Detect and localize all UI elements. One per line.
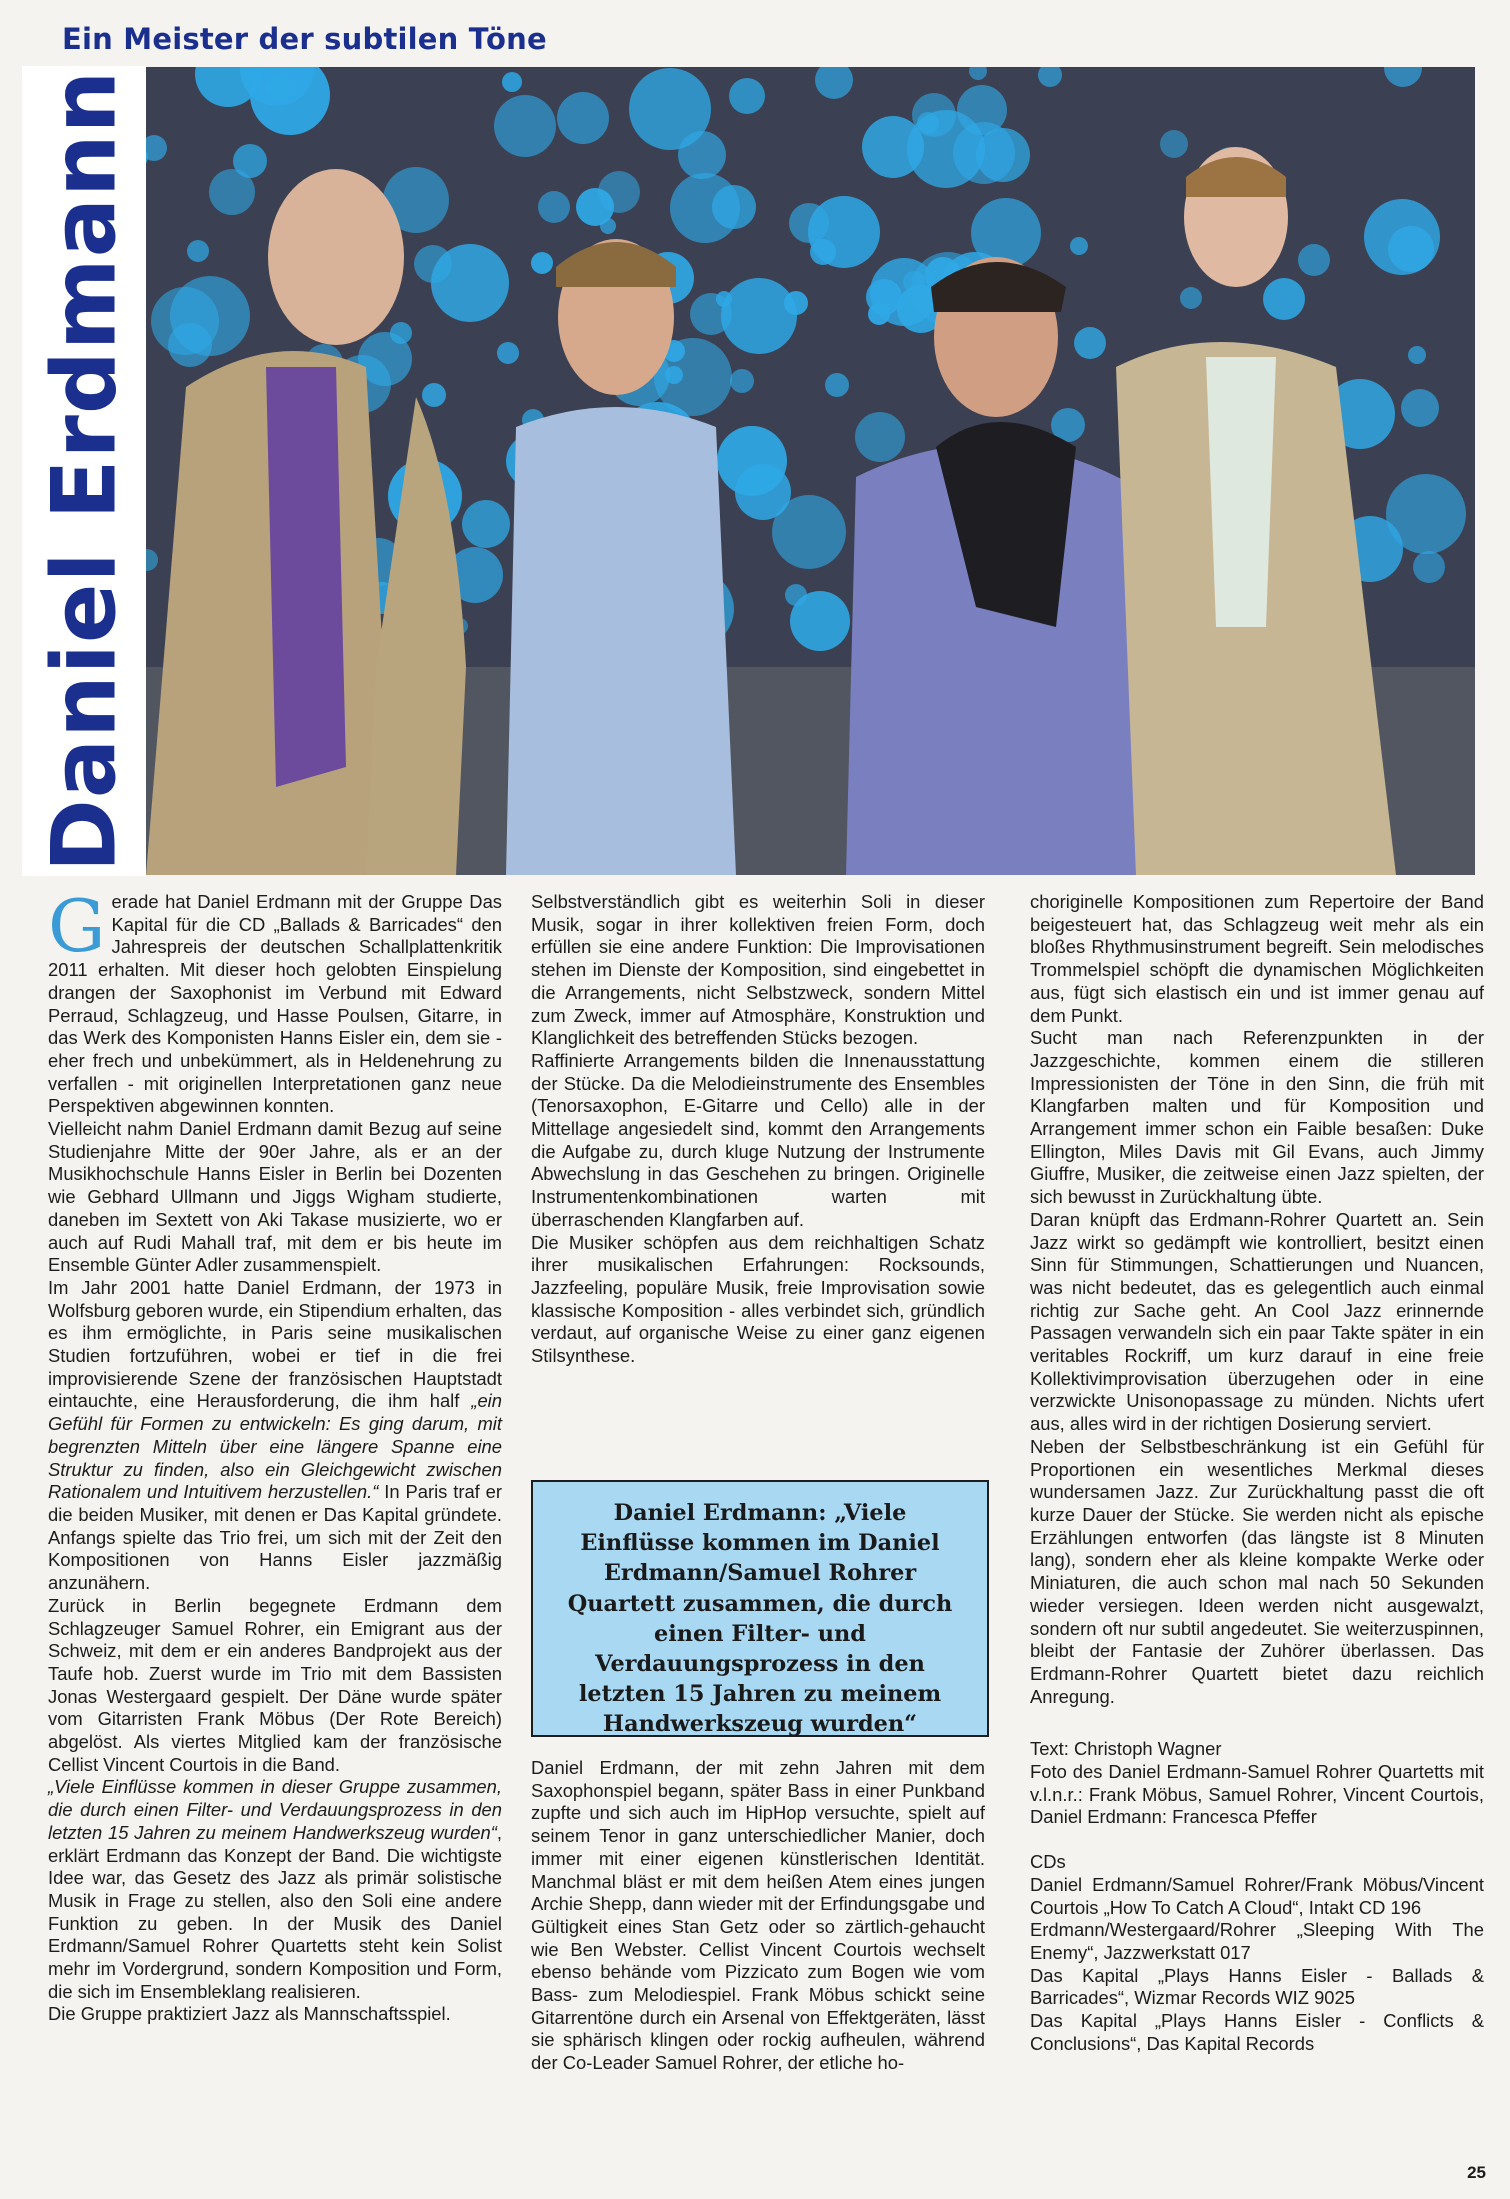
article-column-2-continued bbox=[531, 1757, 985, 2075]
paragraph: Die Musiker schöpfen aus dem reichhaltigen Schatz ihrer musikalischen Erfahrungen: Rocksounds, Jazzfeeling, populäre Musik, freie Improvisation sowie klassische Komposition - alles verbindet sich, gründlich verdaut, auf organische Weise zu einer ganz eigenen Stilsynthese. bbox=[531, 1231, 985, 1367]
cd-entry: Das Kapital „Plays Hanns Eisler - Conflicts & Conclusions“, Das Kapital Records bbox=[1030, 2010, 1484, 2054]
paragraph-text: Im Jahr 2001 hatte Daniel Erdmann, der 1973 in Wolfsburg geboren wurde, ein Stipendium erhalten, das es ihm ermöglichte, in Paris seine musikalischen Studien fortzuführen, wobei er tief in die frei improvisierende Szene der französischen Hauptstadt eintauchte, eine Herausforderung, die ihm half bbox=[48, 1276, 502, 1412]
paragraph: Daran knüpft das Erdmann-Rohrer Quartett an. Sein Jazz wirkt so gedämpft wie kontrolliert, besitzt einen Sinn für Stimmungen, Schattierungen und Nuancen, was nicht bedeutet, das es gelegentlich auch einmal richtig zur Sache geht. An Cool Jazz erinnernde Passagen verwandeln sich ein paar Takte später in ein veritables Rockriff, um kurz darauf in eine freie Kollektivimprovisation überzugehen oder in eine verzwickte Unisonopassage zu münden. Nichts ufert aus, alles wird in der richtigen Dosierung serviert. bbox=[1030, 1208, 1484, 1435]
pull-quote: Daniel Erdmann: „Viele Einflüsse kommen im Daniel Erdmann/Samuel Rohrer Quartett zusammen, die durch einen Filter- und Verdauungsprozess in den letzten 15 Jahren zu meinem Handwerkszeug wurden“ bbox=[531, 1480, 989, 1737]
paragraph bbox=[48, 1277, 502, 1595]
quote-text: „Viele Einflüsse kommen in dieser Gruppe zusammen, die durch einen Filter- und Verdauungsprozess in den letzten 15 Jahren zu meinem Handwerkszeug wurden“ bbox=[48, 1776, 502, 1843]
article-column-2 bbox=[531, 891, 985, 1368]
paragraph bbox=[48, 884, 502, 1118]
paragraph: Raffinierte Arrangements bilden die Innenausstattung der Stücke. Da die Melodieinstrumente des Ensembles (Tenorsaxophon, E-Gitarre und Cello) alle in der Mittellage angesiedelt sind, kommt den Arrangements die Aufgabe zu, durch kluge Nutzung der Instrumente Abwechslung in das Geschehen zu bringen. Originelle Instrumentenkombinationen warten mit überraschenden Klangfarben auf. bbox=[531, 1049, 985, 1230]
vertical-title-text: Daniel Erdmann bbox=[32, 69, 136, 873]
drop-cap: G bbox=[48, 884, 106, 968]
page-number: 25 bbox=[1467, 2163, 1486, 2182]
paragraph: Sucht man nach Referenzpunkten in der Jazzgeschichte, kommen einem die stilleren Impressionisten der Töne in den Sinn, die früh mit Klangfarben malten und für Komposition und Arrangement immer schon ein Faible besaßen: Duke Ellington, Miles Davis mit Gil Evans, auch Jimmy Giuffre, Musiker, die zeitweise einen Jazz spielten, der sich bewusst in Zurückhaltung übte. bbox=[1030, 1027, 1484, 1208]
paragraph: Daniel Erdmann, der mit zehn Jahren mit dem Saxophonspiel begann, später Bass in einer Punkband zupfte und sich auch im HipHop versuchte, spielt auf seinem Tenor in ganz unterschiedlicher Manier, doch immer mit einer eigenen künstlerischen Identität. Manchmal bläst er mit dem heißen Atem eines jungen Archie Shepp, dann wieder mit der Erfindungsgabe und Gültigkeit eines Stan Getz oder so zärtlich-gehaucht wie Ben Webster. Cellist Vincent Courtois wechselt ebenso behände vom Pizzicato zum Bogen wie vom Bass- zum Melodiespiel. Frank Möbus schickt seine Gitarrentöne durch ein Arsenal von Effektgeräten, lässt sie sphärisch klingen oder rockig aufheulen, während der Co-Leader Samuel Rohrer, der etliche ho- bbox=[531, 1757, 985, 2074]
vertical-title bbox=[22, 66, 146, 876]
paragraph: choriginelle Kompositionen zum Repertoire der Band beigesteuert hat, das Schlagzeug weit mehr als ein bloßes Rhythmusinstrument begreift. Sein melodisches Trommelspiel schöpft die dynamischen Möglichkeiten aus, fügt sich elastisch ein und ist immer genau auf dem Punkt. bbox=[1030, 891, 1484, 1026]
cds-label: CDs bbox=[1030, 1851, 1066, 1873]
paragraph: Die Gruppe praktiziert Jazz als Mannschaftsspiel. bbox=[48, 2003, 451, 2025]
paragraph: Neben der Selbstbeschränkung ist ein Gefühl für Proportionen ein wesentliches Merkmal dieses wundersamen Jazz. Zur Zurückhaltung passt die oft kurze Dauer der Stücke. Sie werden nicht als epische Erzählungen entworfen (das längste ist 8 Minuten lang), sondern eher als kleine kompakte Werke oder Miniaturen, die auch schon mal nach 50 Sekunden wieder versiegen. Ideen werden nicht ausgewalzt, sondern oft nur subtil angedeutet. Sie weiterzuspinnen, bleibt der Fantasie der Zuhörer überlassen. Das Erdmann-Rohrer Quartett bietet dazu reichlich Anregung. bbox=[1030, 1435, 1484, 1707]
paragraph-text: In Paris traf er die beiden Musiker, mit denen er Das Kapital gründete. Anfangs spielte das Trio frei, um sich mit der Zeit den Kompositionen von Hanns Eisler jazzmäßig anzunähern. bbox=[48, 1481, 502, 1594]
headline: Ein Meister der subtilen Töne bbox=[62, 22, 547, 56]
cd-entry: Daniel Erdmann/Samuel Rohrer/Frank Möbus/Vincent Courtois „How To Catch A Cloud“, Intakt CD 196 bbox=[1030, 1873, 1484, 1918]
quote-text: „ein Gefühl für Formen zu entwickeln: Es ging darum, mit begrenzten Mitteln über eine längere Spanne eine Struktur zu finden, also ein Gleichgewicht zwischen Rationalem und Intuitivem herzustellen.“ bbox=[48, 1390, 502, 1503]
paragraph-text: erade hat Daniel Erdmann mit der Gruppe Das Kapital für die CD „Ballads & Barricades“ den Jahrespreis der deutschen Schallplattenkritik 2011 erhalten. Mit dieser hoch gelobten Einspielung drangen der Saxophonist im Verbund mit Edward Perraud, Schlagzeug, und Hasse Poulsen, Gitarre, in das Werk des Komponisten Hanns Eisler ein, dem sie - eher frech und unbekümmert, als in Heldenehrung zu verfallen - mit originellen Interpretationen ganz neue Perspektiven abgewinnen konnten. bbox=[48, 891, 502, 1117]
paragraph bbox=[48, 1776, 502, 2003]
cd-entry: Das Kapital „Plays Hanns Eisler - Ballads & Barricades“, Wizmar Records WIZ 9025 bbox=[1030, 1964, 1484, 2009]
article-column-3 bbox=[1030, 891, 1484, 2055]
credit-photo: Foto des Daniel Erdmann-Samuel Rohrer Quartetts mit v.l.n.r.: Frank Möbus, Samuel Rohrer, Vincent Courtois, Daniel Erdmann: Francesca Pfeffer bbox=[1030, 1761, 1484, 1828]
article-column-1 bbox=[48, 884, 502, 2026]
cd-entry: Erdmann/Westergaard/Rohrer „Sleeping With The Enemy“, Jazzwerkstatt 017 bbox=[1030, 1919, 1484, 1963]
band-photo bbox=[36, 67, 1475, 875]
credits bbox=[1030, 1738, 1484, 2055]
paragraph: Selbstverständlich gibt es weiterhin Soli in dieser Musik, sogar in ihrer kollektiven freien Form, doch erfüllen sie eine andere Funktion: Die Improvisationen stehen im Dienste der Komposition, sind eingebettet in die Arrangements, nicht Selbstzweck, sondern Mittel zum Zweck, immer auf Atmosphäre, Konstruktion und Klanglichkeit des betreffenden Stücks bezogen. bbox=[531, 891, 985, 1049]
paragraph-text: , erklärt Erdmann das Konzept der Band. Die wichtigste Idee war, das Gesetz des Jazz als primär solistische Musik in Frage zu stellen, also den Soli eine andere Funktion zu geben. In der Musik des Daniel Erdmann/Samuel Rohrer Quartetts steht kein Solist mehr im Vordergrund, sondern Komposition und Form, die sich im Ensembleklang realisieren. bbox=[48, 1821, 502, 2002]
paragraph: Vielleicht nahm Daniel Erdmann damit Bezug auf seine Studienjahre Mitte der 90er Jahre, als er an der Musikhochschule Hanns Eisler in Berlin bei Dozenten wie Gebhard Ullmann und Jiggs Wigham studierte, daneben im Sextett von Aki Takase musizierte, wo er auch auf Rudi Mahall traf, mit dem er bis heute im Ensemble Günter Adler zusammenspielt. bbox=[48, 1118, 502, 1276]
paragraph: Zurück in Berlin begegnete Erdmann dem Schlagzeuger Samuel Rohrer, ein Emigrant aus der Schweiz, mit dem er ein anderes Bandprojekt aus der Taufe hob. Zuerst wurde im Trio mit dem Bassisten Jonas Westergaard gespielt. Der Däne wurde später vom Gitarristen Frank Möbus (Der Rote Bereich) abgelöst. Als viertes Mitglied kam der französische Cellist Vincent Courtois in die Band. bbox=[48, 1594, 502, 1775]
credit-text: Text: Christoph Wagner bbox=[1030, 1738, 1222, 1760]
